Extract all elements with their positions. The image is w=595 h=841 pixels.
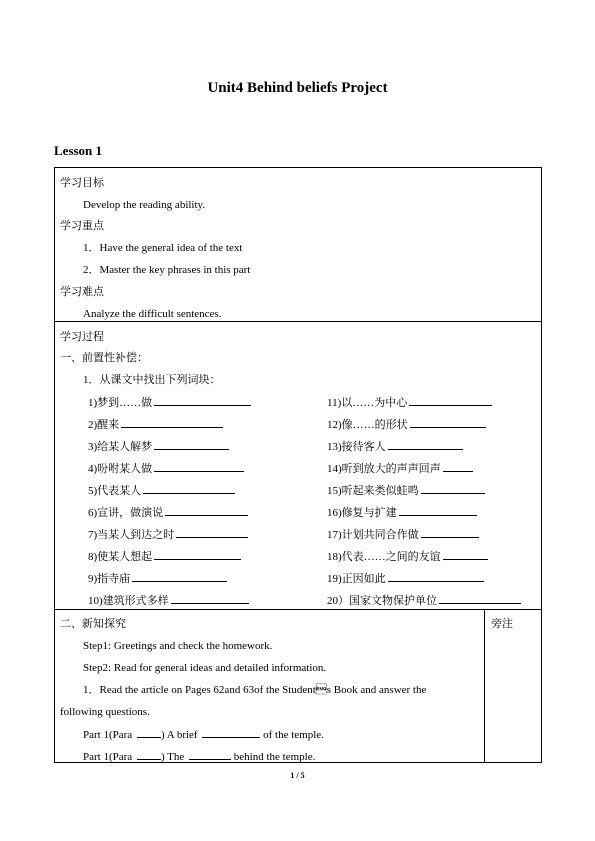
right-phrase-item	[327, 549, 488, 564]
key-point-2: 2．Master the key phrases in this part	[83, 264, 251, 276]
phrase-prompt: 4)吩咐某人做	[88, 463, 153, 475]
difficulty-label: 学习难点	[60, 286, 104, 298]
answer-blank[interactable]	[443, 549, 488, 560]
phrase-prompt: 6)宣讲，做演说	[88, 507, 164, 519]
left-phrase-item	[88, 571, 227, 586]
answer-blank[interactable]	[121, 417, 223, 428]
answer-blank[interactable]	[443, 461, 473, 472]
preview-heading: 一、前置性补偿：	[60, 352, 148, 364]
left-phrase-item	[88, 461, 244, 476]
phrase-prompt: 8)使某人想起	[88, 551, 153, 563]
question-1-line-1: 1．Read the article on Pages 62and 63of the Students Book and answer the	[83, 684, 427, 696]
right-phrase-item	[327, 483, 485, 498]
part-mid: ) A brief	[160, 729, 198, 741]
step-2: Step2: Read for general ideas and detailed information.	[83, 662, 327, 674]
document-title: Unit4 Behind beliefs Project	[207, 80, 388, 96]
phrase-prompt: 3)给某人解梦	[88, 441, 153, 453]
phrase-prompt: 19)正因如此	[327, 573, 386, 585]
part-post: of the temple.	[263, 729, 324, 741]
page-number: 1 / 5	[290, 771, 305, 780]
right-phrase-item	[327, 527, 479, 542]
goal-label: 学习目标	[60, 177, 104, 189]
answer-blank[interactable]	[176, 527, 248, 538]
phrase-prompt: 14)听到放大的声声回声	[327, 463, 441, 475]
phrase-prompt: 1)梦到……做	[88, 397, 153, 409]
part-post: behind the temple.	[233, 751, 316, 763]
answer-blank[interactable]	[132, 571, 227, 582]
left-phrase-item	[88, 395, 251, 410]
phrase-prompt: 18)代表……之间的友谊	[327, 551, 441, 563]
right-phrase-item	[327, 593, 521, 608]
topic-blank[interactable]	[189, 749, 231, 760]
phrase-prompt: 5)代表某人	[88, 485, 142, 497]
answer-blank[interactable]	[171, 593, 249, 604]
answer-blank[interactable]	[154, 461, 244, 472]
right-phrase-item	[327, 461, 473, 476]
left-phrase-item	[88, 549, 241, 564]
para-blank[interactable]	[137, 749, 161, 760]
answer-blank[interactable]	[388, 439, 463, 450]
answer-blank[interactable]	[154, 549, 241, 560]
phrase-prompt: 10)建筑形式多样	[88, 595, 169, 607]
phrase-prompt: 9)指寺庙	[88, 573, 131, 585]
instruction-text: 1．从课文中找出下列词块：	[83, 374, 221, 386]
phrase-prompt: 16)修复与扩建	[327, 507, 397, 519]
key-point-1: 1．Have the general idea of the text	[83, 242, 243, 254]
question-1-line-2: following questions.	[60, 706, 150, 718]
part-mid: ) The	[160, 751, 185, 763]
answer-blank[interactable]	[409, 395, 492, 406]
para-blank[interactable]	[137, 727, 161, 738]
topic-blank[interactable]	[202, 727, 260, 738]
left-phrase-item	[88, 439, 229, 454]
answer-blank[interactable]	[399, 505, 477, 516]
key-label: 学习重点	[60, 220, 104, 232]
step-1: Step1: Greetings and check the homework.	[83, 640, 273, 652]
answer-blank[interactable]	[143, 483, 235, 494]
phrase-prompt: 13)接待客人	[327, 441, 386, 453]
side-note-divider	[484, 609, 485, 763]
lesson-heading: Lesson 1	[54, 143, 103, 158]
right-phrase-item	[327, 505, 477, 520]
answer-blank[interactable]	[421, 527, 479, 538]
left-phrase-item	[88, 527, 248, 542]
left-phrase-item	[88, 483, 235, 498]
answer-blank[interactable]	[410, 417, 486, 428]
right-phrase-item	[327, 417, 486, 432]
part-label: Part 1(Para	[83, 751, 133, 763]
left-phrase-item	[88, 505, 248, 520]
part-label: Part 1(Para	[83, 729, 133, 741]
right-phrase-item	[327, 439, 463, 454]
phrase-prompt: 20）国家文物保护单位	[327, 595, 437, 607]
phrase-prompt: 17)计划共同合作做	[327, 529, 419, 541]
phrase-prompt: 15)听起来类似蛙鸣	[327, 485, 419, 497]
phrase-prompt: 7)当某人到达之时	[88, 529, 175, 541]
answer-blank[interactable]	[439, 593, 521, 604]
part-1-intro-line	[83, 727, 324, 742]
difficulty-text: Analyze the difficult sentences.	[83, 308, 222, 320]
process-label: 学习过程	[60, 331, 104, 343]
phrase-prompt: 12)像……的形状	[327, 419, 408, 431]
part-1-story-line	[83, 749, 315, 764]
phrase-prompt: 11)以……为中心	[327, 397, 408, 409]
left-phrase-item	[88, 417, 223, 432]
answer-blank[interactable]	[388, 571, 484, 582]
answer-blank[interactable]	[421, 483, 485, 494]
side-note-label: 旁注	[491, 618, 513, 630]
right-phrase-item	[327, 395, 492, 410]
answer-blank[interactable]	[154, 395, 251, 406]
phrase-prompt: 2)醒来	[88, 419, 120, 431]
goal-text: Develop the reading ability.	[83, 199, 206, 211]
answer-blank[interactable]	[165, 505, 248, 516]
answer-blank[interactable]	[154, 439, 229, 450]
right-phrase-item	[327, 571, 484, 586]
new-knowledge-heading: 二、新知探究	[60, 618, 126, 630]
left-phrase-item	[88, 593, 249, 608]
